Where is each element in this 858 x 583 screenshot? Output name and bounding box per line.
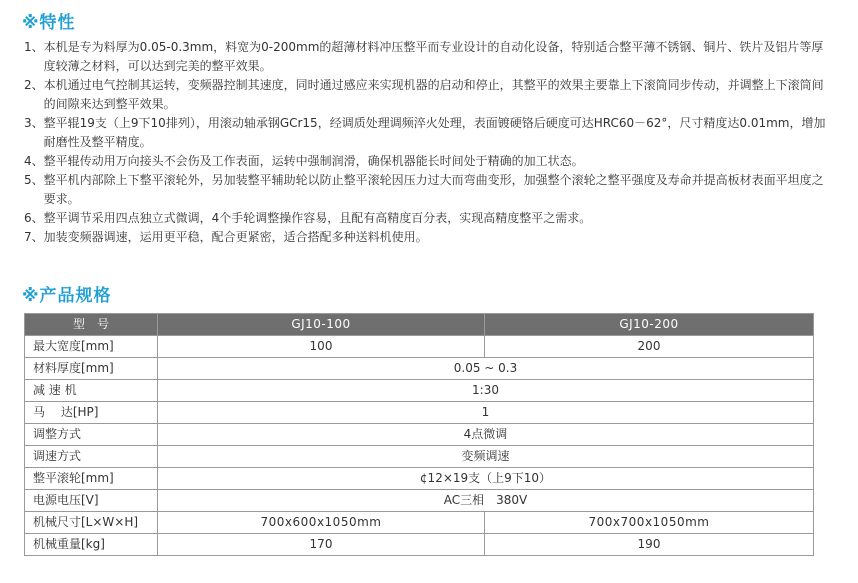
spec-table xyxy=(24,313,814,556)
row-label: 调速方式 xyxy=(25,446,158,468)
feature-item-4 xyxy=(24,152,834,171)
feature-item-6 xyxy=(24,209,834,228)
feature-number: 7、 xyxy=(24,230,44,244)
feature-text: 整平机内部除上下整平滚轮外，另加装整平辅助轮以防止整平滚轮因压力过大而弯曲变形，加强整个滚轮之整平强度及寿命并提高板材表面平坦度之要求。 xyxy=(43,173,824,206)
header-model-1: GJ10-100 xyxy=(158,314,485,336)
row-label: 机械尺寸[L×W×H] xyxy=(25,512,158,534)
features-title: ※特性 xyxy=(22,13,76,33)
feature-number: 5、 xyxy=(24,173,44,187)
header-label: 型 号 xyxy=(25,314,158,336)
row-value: 4点微调 xyxy=(158,424,814,446)
row-label: 最大宽度[mm] xyxy=(25,336,158,358)
feature-text: 整平辊19支（上9下10排列），用滚动轴承钢GCr15，经调质处理调频淬火处理，表面镀硬铬后硬度可达HRC60－62°，尺寸精度达0.01mm，增加耐磨性及整平精度。 xyxy=(43,116,826,149)
feature-item-5 xyxy=(24,171,834,209)
specs-title: ※产品规格 xyxy=(22,286,112,306)
table-row xyxy=(25,336,814,358)
row-label: 材料厚度[mm] xyxy=(25,358,158,380)
row-label: 电源电压[V] xyxy=(25,490,158,512)
row-value: 1 xyxy=(158,402,814,424)
feature-item-3 xyxy=(24,114,834,152)
row-label: 机械重量[kg] xyxy=(25,534,158,556)
feature-number: 4、 xyxy=(24,154,44,168)
feature-item-2 xyxy=(24,76,834,114)
feature-number: 2、 xyxy=(24,78,44,92)
feature-text: 本机通过电气控制其运转，变频器控制其速度，同时通过感应来实现机器的启动和停止，其整平的效果主要靠上下滚筒同步传动，并调整上下滚筒间的间隙来达到整平效果。 xyxy=(43,78,824,111)
feature-item-1 xyxy=(24,38,834,76)
table-row xyxy=(25,490,814,512)
feature-text: 整平辊传动用万向接头不会伤及工作表面，运转中强制润滑，确保机器能长时间处于精确的加工状态。 xyxy=(43,154,584,168)
feature-number: 6、 xyxy=(24,211,44,225)
row-value: ¢12×19支（上9下10） xyxy=(158,468,814,490)
row-value-2: 700x700x1050mm xyxy=(485,512,814,534)
row-value: 变频调速 xyxy=(158,446,814,468)
row-value: 1:30 xyxy=(158,380,814,402)
row-value-2: 200 xyxy=(485,336,814,358)
row-label: 调整方式 xyxy=(25,424,158,446)
row-label: 马 达[HP] xyxy=(25,402,158,424)
row-value: AC三相 380V xyxy=(158,490,814,512)
row-label: 减 速 机 xyxy=(25,380,158,402)
feature-number: 1、 xyxy=(24,40,44,54)
table-row xyxy=(25,380,814,402)
row-value-1: 700x600x1050mm xyxy=(158,512,485,534)
table-row xyxy=(25,358,814,380)
row-label: 整平滚轮[mm] xyxy=(25,468,158,490)
table-row xyxy=(25,468,814,490)
feature-item-7 xyxy=(24,228,834,247)
table-row xyxy=(25,402,814,424)
feature-number: 3、 xyxy=(24,116,44,130)
table-row xyxy=(25,512,814,534)
table-row xyxy=(25,446,814,468)
row-value-2: 190 xyxy=(485,534,814,556)
feature-text: 加装变频器调速，运用更平稳，配合更紧密，适合搭配多种送料机使用。 xyxy=(43,230,428,244)
feature-text: 本机是专为料厚为0.05-0.3mm，料宽为0-200mm的超薄材料冲压整平而专业设计的自动化设备，特别适合整平薄不锈钢、铜片、铁片及铝片等厚度较薄之材料，可以达到完美的整平效果。 xyxy=(43,40,824,73)
features-list xyxy=(24,38,834,247)
row-value: 0.05 ~ 0.3 xyxy=(158,358,814,380)
table-row xyxy=(25,534,814,556)
spec-header-row xyxy=(25,314,814,336)
row-value-1: 170 xyxy=(158,534,485,556)
feature-text: 整平调节采用四点独立式微调，4个手轮调整操作容易，且配有高精度百分表，实现高精度整平之需求。 xyxy=(43,211,592,225)
row-value-1: 100 xyxy=(158,336,485,358)
table-row xyxy=(25,424,814,446)
header-model-2: GJ10-200 xyxy=(485,314,814,336)
